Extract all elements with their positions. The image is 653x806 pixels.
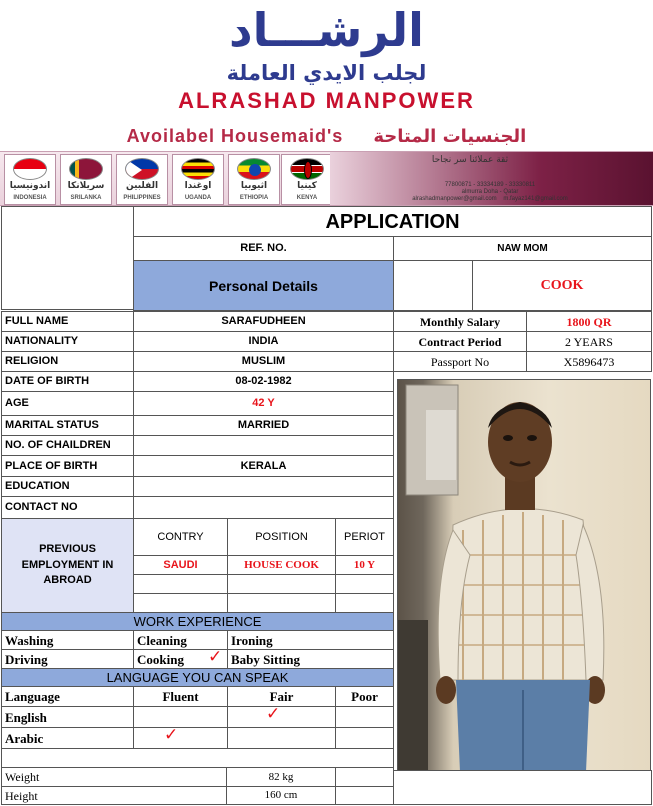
- height-label: Height: [1, 786, 227, 805]
- personal-details-heading: Personal Details: [133, 260, 394, 311]
- ref-no-value: NAW MOM: [393, 236, 652, 261]
- flag-philippines: [116, 154, 168, 205]
- tagline: [0, 124, 653, 148]
- marital-status-value: MARRIED: [133, 415, 394, 436]
- indonesia-flag-icon: [13, 158, 47, 180]
- height-value: 160 cm: [226, 786, 336, 805]
- flag-indonesia: [4, 154, 56, 205]
- weight-value: 82 kg: [226, 767, 336, 787]
- ref-no-label: REF. NO.: [133, 236, 394, 261]
- contract-period-value: 2 YEARS: [526, 331, 652, 352]
- salary-label: Monthly Salary: [393, 311, 527, 332]
- previous-row-empty: [227, 574, 336, 594]
- flag-label-en: INDONESIA: [13, 195, 47, 201]
- candidate-photo-illustration: [398, 380, 651, 771]
- email-2: m.fayaz141@gmail.com: [503, 196, 568, 202]
- brand-arabic-subtitle: لجلب الايدي العاملة: [226, 61, 427, 85]
- philippines-flag-icon: [125, 158, 159, 180]
- fair-col-header: Fair: [227, 686, 336, 707]
- blank-photo-footer: [393, 770, 652, 805]
- education-value: [133, 476, 394, 497]
- driving-label: Driving: [1, 649, 134, 669]
- passport-value: X5896473: [526, 351, 652, 372]
- english-fluent-cell: [133, 706, 228, 728]
- flag-uganda: [172, 154, 224, 205]
- previous-row-empty: [133, 574, 228, 594]
- height-extra-cell: [335, 786, 394, 805]
- brand-arabic-logo: الرشـــاد: [229, 3, 424, 57]
- address: almurra Doha - Qatar: [461, 189, 519, 195]
- nationality-label: NATIONALITY: [1, 331, 134, 352]
- ironing-label: Ironing: [227, 630, 394, 650]
- english-poor-cell: [335, 706, 394, 728]
- nationality-banner: [0, 151, 653, 206]
- blank-cell: [393, 260, 473, 311]
- cooking-cell: [133, 649, 228, 669]
- kenya-flag-icon: [290, 158, 324, 180]
- previous-position-value: HOUSE COOK: [227, 555, 336, 575]
- brand-english-logo: ALRASHAD MANPOWER: [178, 88, 475, 113]
- phone-numbers: 77800871 - 33334189 - 33330811: [444, 182, 536, 188]
- uganda-flag-icon: [181, 158, 215, 180]
- banner-contact-area: [330, 152, 653, 205]
- dob-label: DATE OF BIRTH: [1, 371, 134, 392]
- language-heading: LANGUAGE YOU CAN SPEAK: [1, 668, 394, 687]
- education-label: EDUCATION: [1, 476, 134, 497]
- flag-label-en: SRILANKA: [70, 195, 102, 201]
- marital-status-label: MARITAL STATUS: [1, 415, 134, 436]
- language-col-header: Language: [1, 686, 134, 707]
- flag-label-en: KENYA: [296, 195, 318, 201]
- tagline-ar: الجنسيات المتاحة: [373, 126, 527, 147]
- previous-employment-label: PREVIOUS EMPLOYMENT IN ABROAD: [1, 518, 134, 613]
- previous-row-empty: [335, 574, 394, 594]
- poor-col-header: Poor: [335, 686, 394, 707]
- email-1: alrashadmanpower@gmail.com: [412, 196, 497, 202]
- arabic-fair-cell: [227, 727, 336, 749]
- fluent-col-header: Fluent: [133, 686, 228, 707]
- flag-label-ar: اندونيسيا: [9, 181, 51, 191]
- flag-ethiopia: [228, 154, 280, 205]
- flag-label-en: ETHIOPIA: [239, 195, 269, 201]
- flag-srilanka: [60, 154, 112, 205]
- previous-country-value: SAUDI: [133, 555, 228, 575]
- dob-value: 08-02-1982: [133, 371, 394, 392]
- english-label: English: [1, 706, 134, 728]
- weight-extra-cell: [335, 767, 394, 787]
- col-country-header: CONTRY: [133, 518, 228, 556]
- baby-sitting-label: Baby Sitting: [227, 649, 394, 669]
- washing-label: Washing: [1, 630, 134, 650]
- slogan-ar: ثقة عملائنا سر نجاحا: [431, 155, 509, 165]
- children-value: [133, 435, 394, 456]
- contract-period-label: Contract Period: [393, 331, 527, 352]
- age-value: 42 Y: [133, 391, 394, 416]
- emails: [360, 196, 620, 203]
- flag-kenya: [281, 154, 333, 205]
- previous-row-empty: [133, 593, 228, 613]
- ethiopia-flag-icon: [237, 158, 271, 180]
- place-of-birth-value: KERALA: [133, 455, 394, 477]
- candidate-photo: [397, 379, 651, 771]
- religion-value: MUSLIM: [133, 351, 394, 372]
- col-position-header: POSITION: [227, 518, 336, 556]
- previous-row-empty: [227, 593, 336, 613]
- place-of-birth-label: PLACE OF BIRTH: [1, 455, 134, 477]
- nationality-value: INDIA: [133, 331, 394, 352]
- flag-label-ar: اثيوبيا: [240, 181, 268, 191]
- position-value: COOK: [472, 260, 652, 311]
- children-label: NO. OF CHAILDREN: [1, 435, 134, 456]
- blank-row: [1, 748, 394, 768]
- col-period-header: PERIOT: [335, 518, 394, 556]
- flag-label-en: UGANDA: [184, 195, 212, 201]
- flag-label-en: PHILIPPINES: [123, 195, 161, 201]
- srilanka-flag-icon: [69, 158, 103, 180]
- cleaning-label: Cleaning: [133, 630, 228, 650]
- arabic-fluent-cell: [133, 727, 228, 749]
- blank-corner-cell: [1, 206, 134, 310]
- weight-label: Weight: [1, 767, 227, 787]
- full-name-value: SARAFUDHEEN: [133, 311, 394, 332]
- contact-no-value: [133, 496, 394, 519]
- passport-label: Passport No: [393, 351, 527, 372]
- religion-label: RELIGION: [1, 351, 134, 372]
- flag-label-ar: الفلبين: [125, 181, 159, 191]
- cooking-label: Cooking: [137, 651, 184, 667]
- salary-value: 1800 QR: [526, 311, 652, 332]
- contact-details: [360, 182, 620, 203]
- age-label: AGE: [1, 391, 134, 416]
- english-fair-cell: [227, 706, 336, 728]
- tagline-en: Avoilabel Housemaid's: [126, 126, 344, 146]
- cooking-check-icon: ✓: [208, 649, 223, 667]
- arabic-fluent-check-icon: ✓: [164, 727, 179, 745]
- flag-label-ar: سريلانكا: [67, 181, 105, 191]
- arabic-poor-cell: [335, 727, 394, 749]
- contact-no-label: CONTACT NO: [1, 496, 134, 519]
- form-title: APPLICATION: [133, 206, 652, 237]
- full-name-label: FULL NAME: [1, 311, 134, 332]
- arabic-label: Arabic: [1, 727, 134, 749]
- flag-label-ar: اوغندا: [184, 181, 212, 191]
- previous-period-value: 10 Y: [335, 555, 394, 575]
- flag-label-ar: كينيا: [297, 181, 317, 191]
- previous-row-empty: [335, 593, 394, 613]
- english-fair-check-icon: ✓: [266, 706, 281, 724]
- work-experience-heading: WORK EXPERIENCE: [1, 612, 394, 631]
